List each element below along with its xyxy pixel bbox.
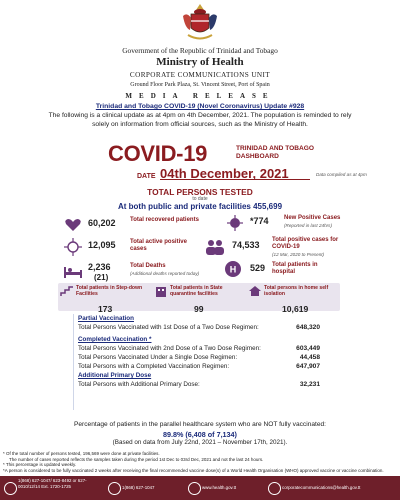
web-icon [188, 482, 201, 495]
date-value: 04th December, 2021 [160, 166, 289, 181]
unit-name: CORPORATE COMMUNICATIONS UNIT [129, 71, 271, 79]
new-cases-title: New Positive Cases [284, 215, 341, 221]
heart-hands-icon [62, 216, 84, 234]
recovered-value: 60,202 [88, 218, 116, 228]
footnote-3: * This percentage is updated weekly. [3, 462, 77, 467]
stepdown-label: Total patients in Step-down Facilities [76, 285, 143, 297]
media-release-heading: MEDIA RELEASE [125, 92, 275, 100]
data-compiled-note: Data compiled as at 4pm [316, 172, 367, 177]
additional-dose-row: Total Persons with Additional Primary Dose: [78, 381, 200, 388]
parallel-system-percent: 89.8% (6,408 of 7,134) [163, 430, 237, 439]
footer-phone[interactable]: 1(868) 627-1047 [122, 485, 155, 490]
footer-email[interactable]: corporatecommunications@health.gov.tt [282, 485, 361, 490]
new-cases-value: *774 [250, 216, 269, 226]
email-icon [268, 482, 281, 495]
footer-phones: 1(868) 627-1047/ 623-8492 or 627-0010/12/14 Ext. 1720-1725 [18, 478, 87, 489]
home-isolation-label: Total persons in home self isolation [264, 285, 329, 297]
additional-dose-value: 32,231 [299, 381, 320, 388]
phone-icon-2 [108, 482, 121, 495]
footnotes [3, 451, 397, 473]
deaths-additional: (21) [94, 273, 109, 282]
quarantine-label: Total patients in State quarantine facilities [170, 285, 223, 297]
additional-dose-heading: Additional Primary Dose [78, 372, 152, 379]
completed-regimen-row: Total Persons with a Completed Vaccination Regimen: [78, 363, 230, 370]
tests-subtitle: to date [192, 196, 208, 202]
footnote-4: *A person is considered to be fully vaccinated 2 weeks after receiving the final recommended vaccine dose(s) of a World Health Organisation (WHO) approved vaccine or vaccine combination. [3, 467, 384, 473]
stepdown-value: 173 [98, 304, 113, 314]
footnote-2: The number of cases reported reflects the samples taken during the period 1st Dec to 03rd Dec, 2021 and not the last 24 hours. [9, 456, 264, 462]
coat-of-arms-icon [178, 2, 222, 44]
second-dose-row: Total Persons Vaccinated with 2nd Dose of a Two Dose Regimen: [78, 345, 261, 352]
partial-vaccination-heading: Partial Vaccination [78, 315, 134, 322]
update-intro: The following is a clinical update as at 4pm on 4th December, 2021. The population is reminded to rely solely on information from official sources, such as the Ministry of Health. [48, 112, 352, 128]
total-positive-label [272, 237, 357, 259]
deaths-note: (Additional deaths reported today) [130, 271, 200, 276]
hospital-label: Total patients in hospital [272, 262, 318, 275]
bed-icon [62, 262, 84, 280]
update-title: Trinidad and Tobago COVID-19 (Novel Coronavirus) Update #928 [95, 103, 305, 110]
partial-vaccination-value: 648,320 [296, 324, 320, 331]
completed-vaccination-heading: Completed Vaccination * [78, 336, 152, 343]
completed-regimen-value: 647,907 [296, 363, 320, 370]
deaths-label [130, 263, 205, 278]
total-positive-note: (12 Mar, 2020 to Present) [272, 252, 325, 257]
dashboard-subtitle-line2: DASHBOARD [236, 152, 279, 160]
second-dose-value: 603,449 [296, 345, 320, 352]
home-isolation-value: 10,619 [282, 304, 309, 314]
phone-icon [4, 482, 17, 495]
dashboard-title: COVID-19 [108, 141, 208, 166]
new-cases-label [284, 215, 359, 230]
virus-icon [224, 214, 246, 232]
deaths-title: Total Deaths [130, 263, 166, 269]
quarantine-value: 99 [194, 304, 204, 314]
total-positive-value: 74,533 [232, 240, 260, 250]
active-label: Total active positive cases [130, 239, 187, 252]
new-cases-note: (Reported in last 24hrs) [284, 223, 333, 228]
virus-outline-icon [62, 238, 84, 256]
single-dose-row: Total Persons Vaccinated Under a Single Dose Regimen: [78, 354, 238, 361]
total-positive-title: Total positive cases for COVID-19 [272, 237, 339, 250]
deaths-value: 2,236 [88, 262, 111, 272]
parallel-system-text: Percentage of patients in the parallel healthcare system who are NOT fully vaccinated: [73, 421, 327, 428]
single-dose-value: 44,458 [299, 354, 320, 361]
footnote-1: * Of the total number of persons tested, 196,569 were done at private facilities. [3, 451, 160, 456]
stairs-icon [60, 285, 74, 297]
government-name: Government of the Republic of Trinidad and Tobago [122, 46, 278, 55]
hospital-value: 529 [250, 263, 266, 273]
recovered-label: Total recovered patients [130, 217, 199, 223]
contact-footer [0, 476, 400, 500]
active-value: 12,095 [88, 240, 116, 250]
vaccination-divider [73, 314, 74, 410]
hospital-icon [222, 260, 244, 278]
footer-website[interactable]: www.health.gov.tt [202, 485, 237, 490]
partial-vaccination-row: Total Persons Vaccinated with 1st Dose of a Two Dose Regimen: [78, 324, 259, 331]
building-icon [154, 285, 168, 297]
date-label: DATE [137, 173, 156, 180]
home-icon [248, 285, 262, 297]
ministry-address: Ground Floor Park Plaza, St. Vincent Street, Port of Spain [130, 82, 270, 88]
tests-title: TOTAL PERSONS TESTED [147, 187, 253, 197]
svg-text:H: H [229, 264, 237, 275]
parallel-system-period: (Based on data from July 22nd, 2021 – November 17th, 2021). [112, 439, 288, 446]
dashboard-subtitle-line1: TRINIDAD AND TOBAGO [236, 145, 315, 152]
ministry-name: Ministry of Health [156, 56, 244, 68]
dashboard-subtitle [236, 145, 314, 160]
tests-total: At both public and private facilities 455,699 [117, 202, 283, 211]
people-icon [204, 238, 226, 256]
